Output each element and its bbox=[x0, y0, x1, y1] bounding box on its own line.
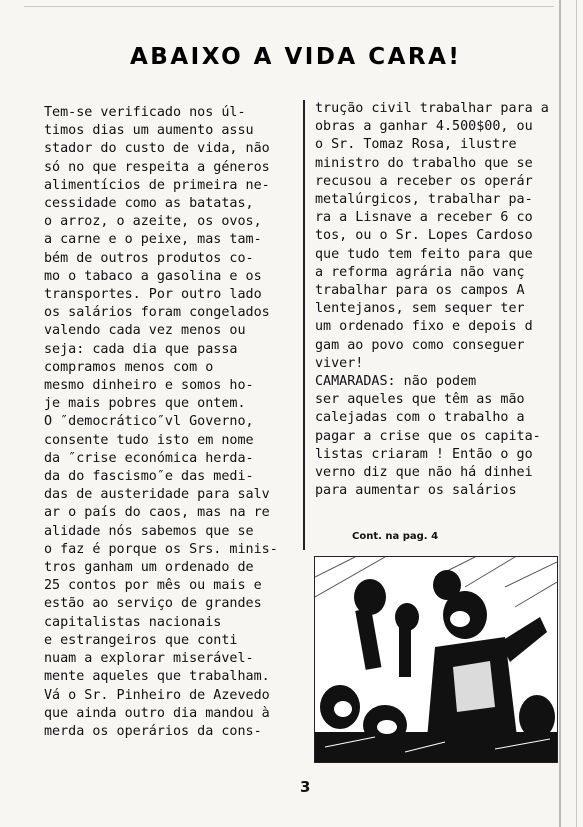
text-line: pagar a crise que os capita- bbox=[315, 428, 541, 444]
text-line: compramos menos com o bbox=[44, 359, 214, 375]
text-line: o arroz, o azeite, os ovos, bbox=[44, 214, 262, 230]
text-line: ar o país do caos, mas na re bbox=[44, 505, 270, 521]
text-line: viver! bbox=[315, 355, 364, 371]
text-line: mo o tabaco a gasolina e os bbox=[44, 268, 262, 284]
text-line: trução civil trabalhar para a bbox=[315, 101, 549, 116]
text-line: tros ganham um ordenado de bbox=[44, 560, 254, 576]
text-line: Tem-se verificado nos úl- bbox=[44, 105, 246, 120]
text-line: os salários foram congelados bbox=[44, 305, 270, 321]
text-line: merda os operários da cons- bbox=[44, 723, 262, 739]
text-line: o faz é porque os Srs. minis- bbox=[44, 541, 278, 557]
text-line: consente tudo isto em nome bbox=[44, 432, 254, 448]
protest-crowd-illustration bbox=[314, 556, 558, 763]
text-line: a carne e o peixe, mas tam- bbox=[44, 232, 262, 248]
text-line: um ordenado fixo e depois d bbox=[315, 319, 533, 335]
text-line: timos dias um aumento assu bbox=[44, 123, 254, 139]
text-line: o Sr. Tomaz Rosa, ilustre bbox=[315, 137, 517, 153]
text-line: je mais pobres que ontem. bbox=[44, 396, 246, 412]
text-line: ser aqueles que têm as mão bbox=[315, 392, 525, 408]
column-divider bbox=[303, 100, 305, 550]
text-line: verno diz que não há dinhei bbox=[315, 465, 533, 481]
text-line: alidade nós sabemos que se bbox=[44, 523, 254, 539]
right-text-column bbox=[315, 100, 555, 500]
left-text-column bbox=[44, 104, 296, 741]
text-line: só no que respeita a géneros bbox=[44, 159, 270, 175]
text-line: mente aqueles que trabalham. bbox=[44, 669, 270, 685]
text-line: para aumentar os salários bbox=[315, 483, 517, 499]
text-line: trabalhar para os campos A bbox=[315, 283, 525, 299]
text-line: O ″democrático″vl Governo, bbox=[44, 414, 254, 430]
text-line: gam ao povo como conseguer bbox=[315, 337, 525, 353]
text-line: stador do custo de vida, não bbox=[44, 141, 270, 157]
top-rule bbox=[24, 6, 554, 7]
text-line: estão ao serviço de grandes bbox=[44, 596, 262, 612]
text-line: nuam a explorar miserável- bbox=[44, 651, 254, 667]
text-line: das de austeridade para salv bbox=[44, 487, 270, 503]
protest-crowd-drawing-icon bbox=[315, 557, 557, 762]
text-line: obras a ganhar 4.500$00, ou bbox=[315, 119, 533, 135]
text-line: listas criaram ! Então o go bbox=[315, 446, 533, 462]
text-line: alimentícios de primeira ne- bbox=[44, 177, 270, 193]
text-line: metalúrgicos, trabalhar pa- bbox=[315, 192, 533, 208]
text-line: mesmo dinheiro e somos ho- bbox=[44, 378, 254, 394]
page-headline: ABAIXO A VIDA CARA! bbox=[130, 44, 462, 70]
text-line: e estrangeiros que conti bbox=[44, 632, 238, 648]
text-line: a reforma agrária não vanç bbox=[315, 264, 525, 280]
page-edge-line-outer bbox=[576, 0, 577, 827]
text-line: que tudo tem feito para que bbox=[315, 246, 533, 262]
text-line: da do fascismo″e das medi- bbox=[44, 469, 254, 485]
page-number: 3 bbox=[300, 778, 311, 796]
continuation-note: Cont. na pag. 4 bbox=[352, 531, 439, 542]
text-line: da ″crise económica herda- bbox=[44, 450, 254, 466]
text-line: transportes. Por outro lado bbox=[44, 287, 262, 303]
text-line: bém de outros produtos co- bbox=[44, 250, 254, 266]
text-line: valendo cada vez menos ou bbox=[44, 323, 246, 339]
text-line: que ainda outro dia mandou à bbox=[44, 705, 270, 721]
text-line: ra a Lisnave a receber 6 co bbox=[315, 210, 533, 226]
text-line: cessidade como as batatas, bbox=[44, 196, 254, 212]
text-line: seja: cada dia que passa bbox=[44, 341, 238, 357]
text-line: capitalistas nacionais bbox=[44, 614, 222, 630]
text-line: recusou a receber os operár bbox=[315, 173, 533, 189]
text-line: 25 contos por mês ou mais e bbox=[44, 578, 262, 594]
text-line: Vá o Sr. Pinheiro de Azevedo bbox=[44, 687, 270, 703]
text-line: tos, ou o Sr. Lopes Cardoso bbox=[315, 228, 533, 244]
text-line: ministro do trabalho que se bbox=[315, 155, 533, 171]
text-line: CAMARADAS: não podem bbox=[315, 374, 477, 390]
text-line: lentejanos, sem sequer ter bbox=[315, 301, 525, 317]
page-edge-line bbox=[559, 0, 561, 827]
text-line: calejadas com o trabalho a bbox=[315, 410, 525, 426]
